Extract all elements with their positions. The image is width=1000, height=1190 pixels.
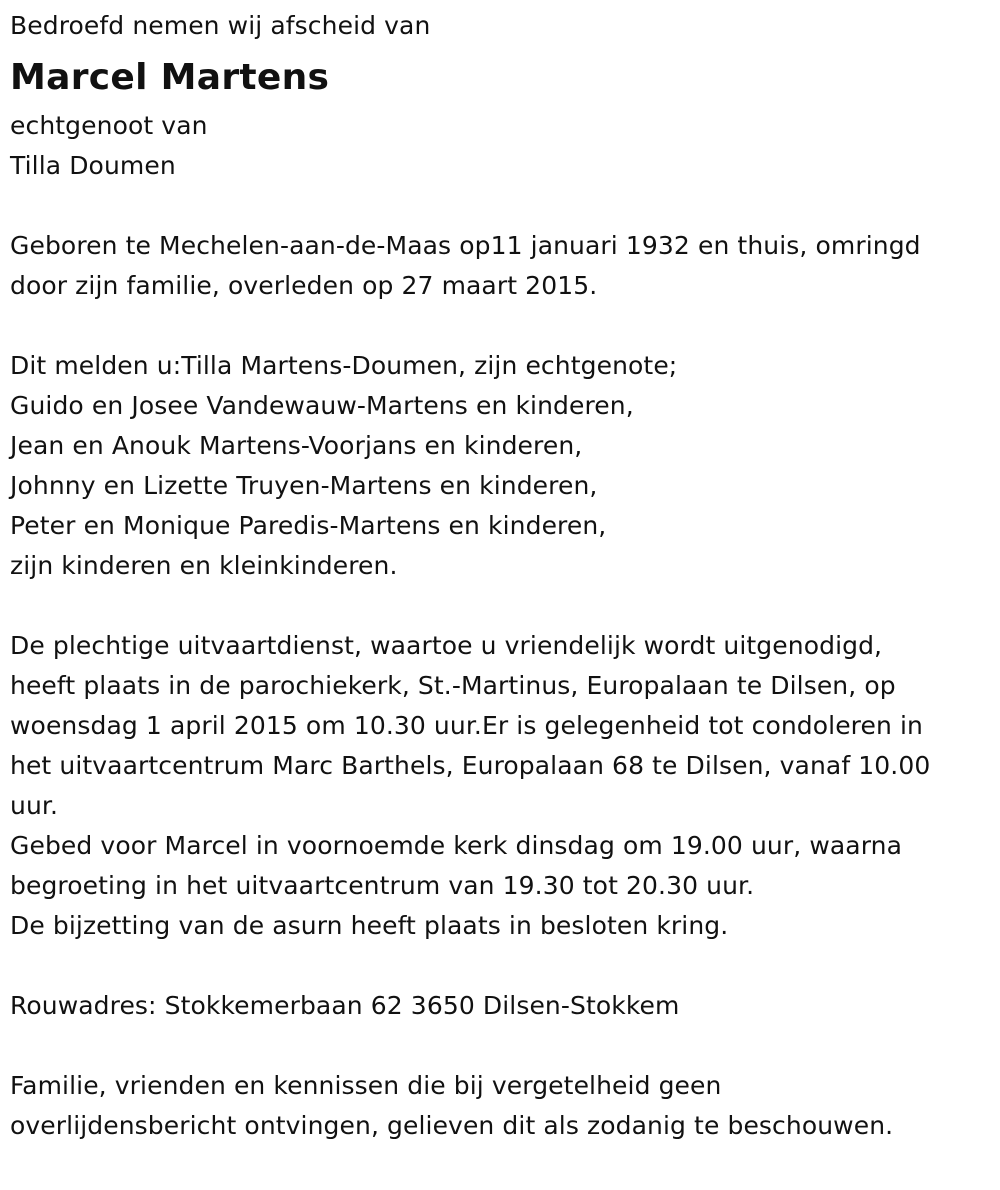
spacer: [10, 586, 995, 626]
family-paragraph: [10, 346, 995, 586]
death-notice: [10, 6, 995, 1146]
family-line: Johnny en Lizette Truyen-Martens en kinderen,: [10, 471, 598, 500]
text-line: door zijn familie, overleden op 27 maart 2015.: [10, 271, 598, 300]
family-line: Peter en Monique Paredis-Martens en kinderen,: [10, 511, 607, 540]
spacer: [10, 946, 995, 986]
closing-line: Familie, vrienden en kennissen die bij vergetelheid geen: [10, 1071, 722, 1100]
service-line: De bijzetting van de asurn heeft plaats in besloten kring.: [10, 911, 729, 940]
closing-line: overlijdensbericht ontvingen, gelieven dit als zodanig te beschouwen.: [10, 1111, 894, 1140]
service-line: Gebed voor Marcel in voornoemde kerk dinsdag om 19.00 uur, waarna: [10, 831, 903, 860]
birth-death-paragraph: [10, 226, 995, 306]
service-paragraph: [10, 626, 995, 946]
spouse-relation: echtgenoot van: [10, 111, 208, 140]
service-line: heeft plaats in de parochiekerk, St.-Martinus, Europalaan te Dilsen, op: [10, 671, 896, 700]
closing-paragraph: [10, 1066, 995, 1146]
service-line: De plechtige uitvaartdienst, waartoe u vriendelijk wordt uitgenodigd,: [10, 631, 883, 660]
service-line: begroeting in het uitvaartcentrum van 19.30 tot 20.30 uur.: [10, 871, 755, 900]
family-line: Jean en Anouk Martens-Voorjans en kinderen,: [10, 431, 583, 460]
spacer: [10, 186, 995, 226]
family-line: Guido en Josee Vandewauw-Martens en kinderen,: [10, 391, 634, 420]
intro-line: Bedroefd nemen wij afscheid van: [10, 11, 431, 40]
spouse-name: Tilla Doumen: [10, 151, 176, 180]
text-line: Geboren te Mechelen-aan-de-Maas op11 januari 1932 en thuis, omringd: [10, 231, 921, 260]
service-line: het uitvaartcentrum Marc Barthels, Europalaan 68 te Dilsen, vanaf 10.00: [10, 751, 931, 780]
mourning-address: Rouwadres: Stokkemerbaan 62 3650 Dilsen-Stokkem: [10, 991, 680, 1020]
spacer: [10, 1026, 995, 1066]
spacer: [10, 306, 995, 346]
service-line: uur.: [10, 791, 59, 820]
family-line: zijn kinderen en kleinkinderen.: [10, 551, 398, 580]
deceased-name: Marcel Martens: [10, 57, 330, 98]
service-line: woensdag 1 april 2015 om 10.30 uur.Er is gelegenheid tot condoleren in: [10, 711, 923, 740]
family-line: Dit melden u:Tilla Martens-Doumen, zijn echtgenote;: [10, 351, 678, 380]
